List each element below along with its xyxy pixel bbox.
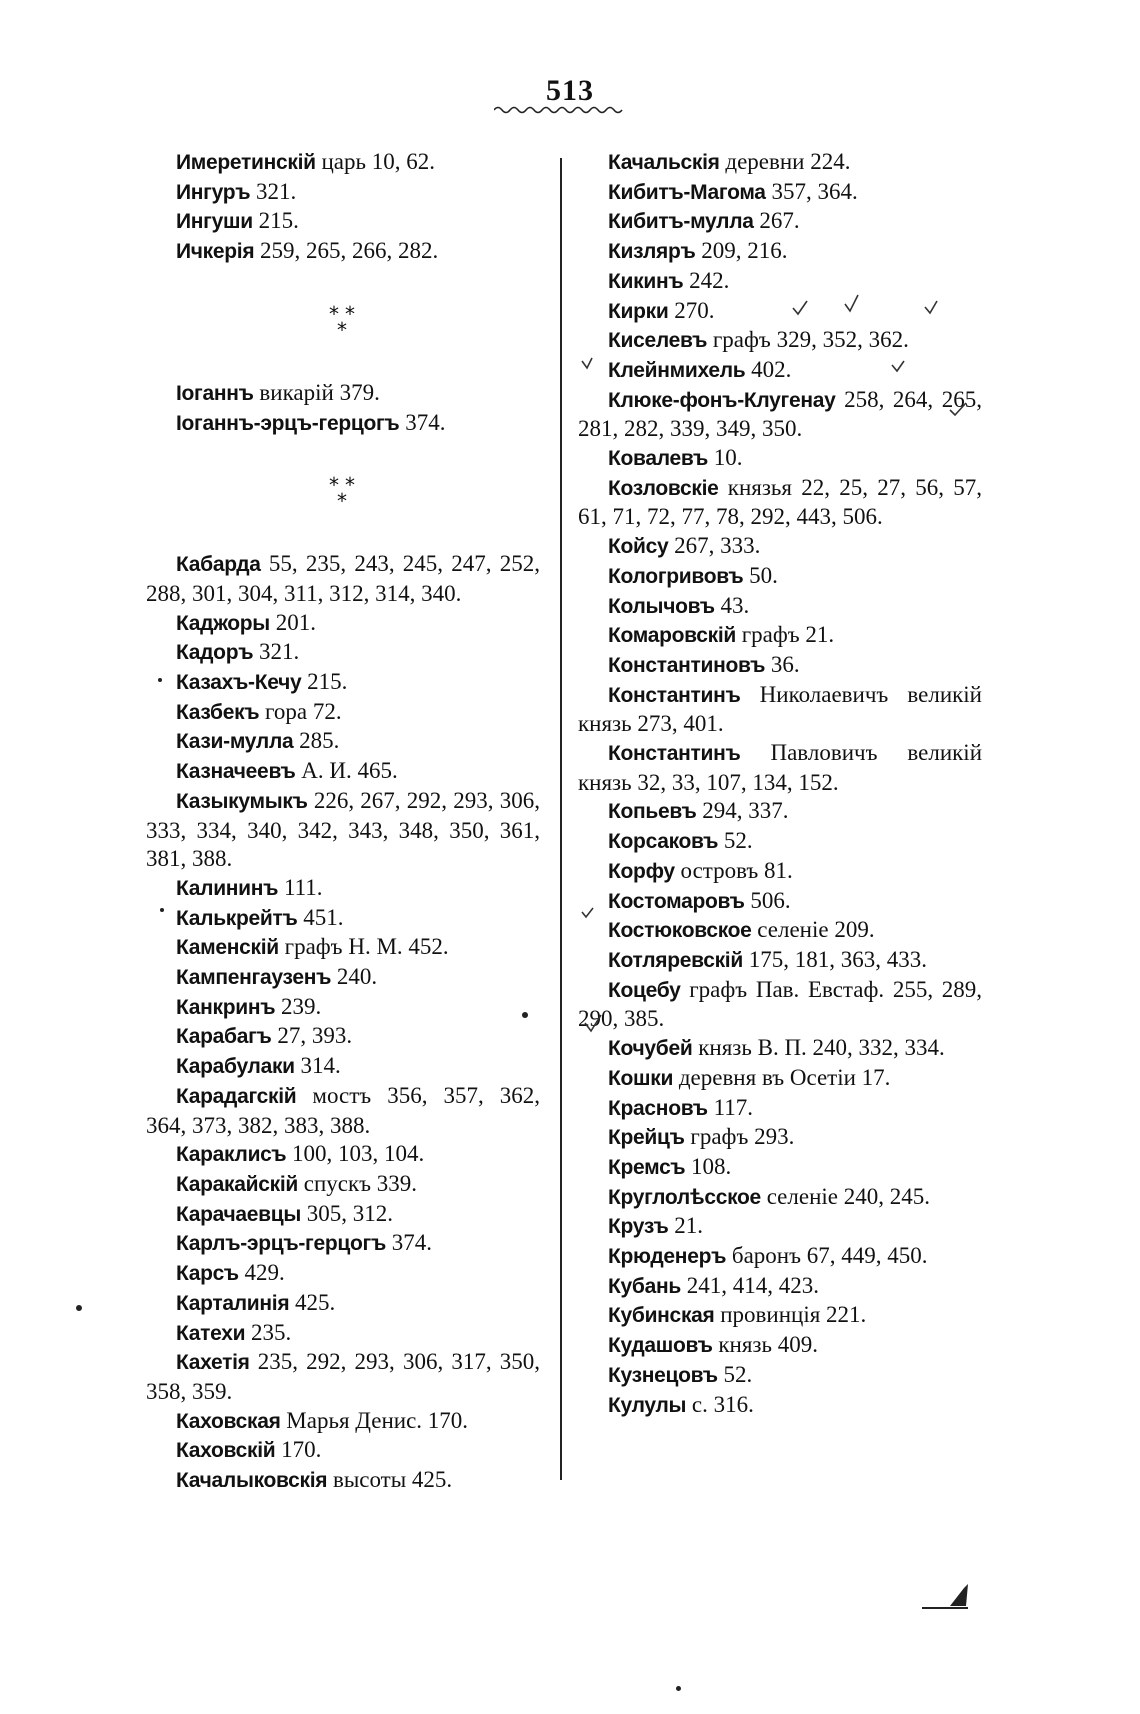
index-entry (578, 267, 982, 297)
entry-refs: 305, 312. (306, 1200, 394, 1226)
entry-head: Комаровскій (608, 624, 736, 648)
entry-refs: 201. (275, 609, 316, 635)
index-entry (146, 933, 540, 963)
entry-refs: 374. (405, 409, 446, 435)
entry-head: Канкринъ (176, 995, 276, 1019)
entry-head: Карабагъ (176, 1025, 272, 1049)
entry-head: Красновъ (608, 1096, 708, 1120)
entry-refs: 240. (336, 964, 378, 990)
entry-refs: 374. (391, 1230, 432, 1256)
entry-refs: 170. (281, 1437, 322, 1463)
entry-refs: графъ Н. М. 452. (284, 934, 449, 960)
entry-head: Кулулы (608, 1393, 687, 1417)
entry-refs: 27, 393. (277, 1023, 353, 1049)
entry-refs: высоты 425. (332, 1467, 453, 1493)
entry-head: Корсаковъ (608, 830, 719, 854)
entry-head: Константиновъ (608, 653, 766, 677)
index-entry (578, 592, 982, 622)
svg-text:*: * (329, 304, 339, 326)
index-entry (578, 1183, 982, 1213)
entry-refs: селеніе 209. (757, 917, 875, 943)
index-entry (146, 1170, 540, 1200)
entry-head: Костюковское (608, 919, 752, 943)
index-entry (146, 963, 540, 993)
ink-speck (158, 678, 162, 682)
entry-refs: графъ 329, 352, 362. (712, 327, 909, 353)
entry-refs: провинція 221. (720, 1302, 867, 1328)
entry-refs: 235. (250, 1319, 292, 1345)
entry-refs: островъ 81. (680, 857, 793, 883)
index-entry (578, 237, 982, 267)
index-entry (578, 1301, 982, 1331)
entry-refs: 239. (281, 993, 322, 1019)
entry-refs: 209, 216. (701, 238, 788, 264)
entry-head: Казахъ-Кечу (176, 671, 302, 695)
index-group-k (146, 550, 540, 1496)
entry-head: Карадагскій (176, 1084, 297, 1108)
entry-head: Константинъ (608, 683, 741, 707)
index-entry (578, 1094, 982, 1124)
entry-refs: 10. (713, 445, 743, 471)
index-entry (146, 727, 540, 757)
entry-head: Койсу (608, 535, 669, 559)
index-entry (578, 916, 982, 946)
entry-refs: 111. (283, 874, 323, 900)
entry-refs: 108. (690, 1153, 732, 1179)
index-entry (146, 668, 540, 698)
check-mark-icon (922, 298, 940, 316)
check-mark-icon (580, 356, 594, 370)
entry-head: Качальскія (608, 151, 720, 174)
index-entry (146, 550, 540, 608)
entry-head: Карсъ (176, 1262, 239, 1286)
entry-head: Кудашовъ (608, 1334, 713, 1358)
index-group-i-cyrillic (146, 148, 540, 267)
index-entry (146, 1082, 540, 1140)
entry-refs: графъ 21. (741, 622, 835, 648)
entry-head: Калькрейтъ (176, 906, 298, 930)
entry-head: Крейцъ (608, 1126, 685, 1150)
index-entry (146, 757, 540, 787)
entry-refs: 21. (674, 1213, 703, 1239)
entry-head: Колычовъ (608, 594, 715, 618)
entry-refs: 285. (299, 728, 340, 754)
index-entry (578, 148, 982, 178)
index-entry (578, 739, 982, 797)
entry-head: Ингуши (176, 210, 253, 234)
entry-head: Крюденеръ (608, 1245, 727, 1269)
index-entry (146, 609, 540, 639)
index-entry (578, 562, 982, 592)
entry-head: Кирки (608, 299, 669, 323)
entry-head: Корфу (608, 859, 675, 883)
check-mark-icon (948, 400, 968, 418)
entry-head: Копьевъ (608, 800, 697, 824)
index-entry (146, 409, 540, 439)
entry-refs: мостъ 356, 357, 362, 364, 373, 382, 383, 388. (146, 1082, 541, 1138)
index-entry (146, 1289, 540, 1319)
index-entry (146, 1407, 540, 1437)
index-entry (578, 946, 982, 976)
entry-refs: князь В. П. 240, 332, 334. (698, 1035, 945, 1061)
wavy-rule-icon (494, 104, 624, 116)
index-entry (146, 207, 540, 237)
ink-speck (160, 908, 164, 912)
page-number: 513 (546, 74, 594, 107)
entry-head: Каховскій (176, 1439, 276, 1463)
index-entry (146, 1052, 540, 1082)
asterism-icon (323, 476, 363, 512)
entry-refs: 50. (749, 562, 778, 588)
entry-head: Карачаевцы (176, 1202, 302, 1226)
entry-refs: 321. (256, 178, 297, 204)
entry-head: Ковалевъ (608, 447, 708, 471)
index-entry (146, 178, 540, 208)
entry-refs: 429. (244, 1260, 285, 1286)
index-entry (578, 386, 982, 444)
right-column (578, 148, 982, 1420)
entry-head: Кузнецовъ (608, 1363, 718, 1387)
index-entry (146, 237, 540, 267)
entry-refs: 259, 265, 266, 282. (260, 238, 439, 264)
entry-head: Кубинская (608, 1304, 715, 1328)
entry-refs: 357, 364. (771, 178, 858, 204)
entry-refs: 55, 235, 243, 245, 247, 252, 288, 301, 304, 311, 312, 314, 340. (146, 551, 541, 606)
index-entry (578, 1361, 982, 1391)
index-entry (578, 1212, 982, 1242)
entry-refs: 215. (258, 208, 299, 234)
entry-refs: 235, 292, 293, 306, 317, 350, 358, 359. (146, 1349, 541, 1404)
index-entry (146, 1436, 540, 1466)
entry-refs: 267. (759, 208, 800, 234)
entry-head: Кибитъ-Магома (608, 180, 766, 204)
entry-refs: селеніе 240, 245. (766, 1183, 930, 1209)
entry-refs: 52. (723, 828, 753, 854)
entry-head: Кремсъ (608, 1155, 686, 1179)
entry-refs: 267, 333. (674, 533, 761, 559)
index-entry (146, 993, 540, 1023)
entry-refs: 215. (307, 669, 348, 695)
index-entry (146, 148, 540, 178)
index-entry (146, 904, 540, 934)
index-entry (578, 827, 982, 857)
entry-refs: 52. (723, 1361, 753, 1387)
index-entry (146, 1466, 540, 1496)
index-group-i-decimal (146, 379, 540, 438)
entry-head: Кочубей (608, 1037, 693, 1061)
entry-refs: спускъ 339. (303, 1170, 418, 1196)
entry-head: Калининъ (176, 876, 279, 900)
entry-head: Клейнмихель (608, 358, 746, 382)
index-entry (578, 532, 982, 562)
left-column (146, 148, 540, 1496)
index-entry (578, 1391, 982, 1421)
index-entry (578, 1242, 982, 1272)
ink-speck (76, 1305, 82, 1311)
entry-head: Карлъ-эрцъ-герцогъ (176, 1232, 386, 1256)
check-mark-icon (890, 358, 906, 374)
index-entry (146, 698, 540, 728)
entry-head: Караклисъ (176, 1143, 287, 1167)
svg-text:*: * (337, 317, 347, 341)
entry-refs: 242. (689, 267, 730, 293)
entry-refs: баронъ 67, 449, 450. (731, 1243, 928, 1269)
entry-refs: царь 10, 62. (321, 149, 436, 174)
entry-head: Карталинія (176, 1291, 290, 1315)
entry-refs: деревни 224. (725, 149, 851, 174)
entry-refs: 43. (720, 592, 750, 618)
entry-head: Казыкумыкъ (176, 789, 308, 813)
entry-head: Коцебу (608, 978, 681, 1002)
check-mark-icon (580, 906, 596, 920)
svg-text:*: * (345, 476, 355, 498)
entry-head: Клюке-фонъ-Клугенау (608, 388, 836, 412)
index-entry (578, 207, 982, 237)
index-entry (146, 1022, 540, 1052)
index-entry (146, 1140, 540, 1170)
entry-refs: 270. (674, 297, 715, 323)
ink-speck (676, 1686, 681, 1691)
entry-refs: графъ Пав. Евстаф. 255, 289, 290, 385. (578, 976, 982, 1032)
entry-head: Кизляръ (608, 240, 696, 264)
entry-head: Киселевъ (608, 329, 708, 353)
index-entry (578, 1331, 982, 1361)
entry-head: Кабарда (176, 553, 261, 577)
entry-refs: 241, 414, 423. (686, 1272, 819, 1298)
entry-refs: 294, 337. (702, 798, 789, 824)
entry-refs: 402. (751, 356, 792, 382)
index-entry (578, 681, 982, 739)
entry-refs: Павловичъ великій князь 32, 33, 107, 134, 152. (578, 740, 982, 795)
entry-head: Круглолѣсское (608, 1185, 761, 1209)
entry-refs: 506. (750, 887, 791, 913)
entry-refs: 258, 264, 265, 281, 282, 339, 349, 350. (578, 386, 982, 442)
entry-refs: графъ 293. (690, 1124, 795, 1150)
entry-head: Кахетія (176, 1351, 250, 1375)
ink-speck (522, 1012, 528, 1018)
corner-ink-mark-icon (920, 1582, 970, 1610)
entry-head: Кологривовъ (608, 564, 744, 588)
entry-head: Каменскій (176, 936, 279, 960)
entry-refs: 226, 267, 292, 293, 306, 333, 334, 340, 342, 343, 348, 350, 361, 381, 388. (146, 787, 541, 872)
entry-refs: 321. (259, 639, 300, 665)
entry-head: Котляревскій (608, 948, 743, 972)
entry-refs: А. И. 465. (301, 758, 398, 784)
entry-refs: гора 72. (265, 698, 342, 724)
index-entry (578, 887, 982, 917)
entry-head: Кибитъ-мулла (608, 210, 754, 234)
entry-refs: 36. (770, 651, 800, 677)
entry-head: Казначеевъ (176, 760, 296, 784)
entry-refs: 451. (303, 904, 344, 930)
index-entry (578, 1272, 982, 1302)
entry-refs: 425. (295, 1289, 336, 1315)
index-entry (578, 1153, 982, 1183)
index-entry (146, 787, 540, 874)
index-entry (578, 1123, 982, 1153)
index-entry (146, 1319, 540, 1349)
entry-head: Іоганнъ-эрцъ-герцогъ (176, 411, 400, 435)
entry-head: Кампенгаузенъ (176, 966, 332, 990)
index-entry (146, 1259, 540, 1289)
entry-head: Ингуръ (176, 180, 251, 204)
entry-head: Кадоръ (176, 641, 254, 665)
entry-head: Козловскіе (608, 476, 719, 500)
entry-refs: 117. (713, 1094, 753, 1120)
asterism-separator (146, 438, 540, 550)
svg-text:*: * (329, 476, 339, 498)
index-entry (146, 874, 540, 904)
svg-text:*: * (337, 489, 347, 513)
index-entry (578, 1064, 982, 1094)
entry-head: Крузъ (608, 1215, 669, 1239)
index-entry (578, 474, 982, 532)
entry-refs: викарій 379. (259, 379, 380, 405)
index-entry (146, 638, 540, 668)
index-entry (578, 326, 982, 356)
index-entry (146, 1200, 540, 1230)
index-entry (578, 857, 982, 887)
entry-head: Кикинъ (608, 269, 684, 293)
entry-head: Карабулаки (176, 1055, 295, 1079)
asterism-icon (323, 305, 363, 341)
index-entry (578, 444, 982, 474)
entry-head: Кубань (608, 1274, 681, 1298)
index-entry (578, 356, 982, 386)
check-mark-icon (790, 298, 810, 318)
index-entry (146, 1348, 540, 1406)
entry-refs: деревня въ Осетіи 17. (678, 1064, 891, 1090)
entry-refs: 100, 103, 104. (292, 1141, 425, 1167)
index-entry (578, 621, 982, 651)
column-divider (560, 158, 562, 1480)
asterism-separator (146, 267, 540, 379)
index-entry (578, 1034, 982, 1064)
index-entry (578, 651, 982, 681)
index-entry (578, 178, 982, 208)
entry-head: Константинъ (608, 742, 741, 766)
entry-head: Казбекъ (176, 700, 260, 724)
entry-refs: 314. (300, 1053, 341, 1079)
entry-head: Іоганнъ (176, 381, 254, 405)
index-entry (146, 1229, 540, 1259)
entry-head: Катехи (176, 1321, 246, 1345)
index-entry (146, 379, 540, 409)
entry-head: Кошки (608, 1066, 674, 1090)
svg-text:*: * (345, 304, 355, 326)
check-mark-icon (582, 1012, 604, 1034)
entry-refs: князь 409. (718, 1332, 819, 1358)
check-mark-icon (842, 292, 862, 314)
entry-refs: Марья Денис. 170. (286, 1407, 469, 1433)
entry-head: Качалыковскія (176, 1469, 328, 1493)
entry-refs: с. 316. (691, 1391, 754, 1417)
index-entry (578, 976, 982, 1034)
entry-head: Каховская (176, 1409, 281, 1433)
entry-head: Костомаровъ (608, 889, 745, 913)
entry-head: Каракайскій (176, 1172, 298, 1196)
entry-refs: князья 22, 25, 27, 56, 57, 61, 71, 72, 77, 78, 292, 443, 506. (578, 474, 983, 530)
entry-refs: Николаевичъ великій князь 273, 401. (578, 681, 982, 737)
entry-refs: 175, 181, 363, 433. (748, 946, 927, 972)
entry-head: Ичкерія (176, 240, 255, 264)
entry-head: Кази-мулла (176, 730, 294, 754)
entry-head: Имеретинскій (176, 151, 316, 174)
entry-head: Каджоры (176, 611, 270, 635)
index-entry (578, 797, 982, 827)
